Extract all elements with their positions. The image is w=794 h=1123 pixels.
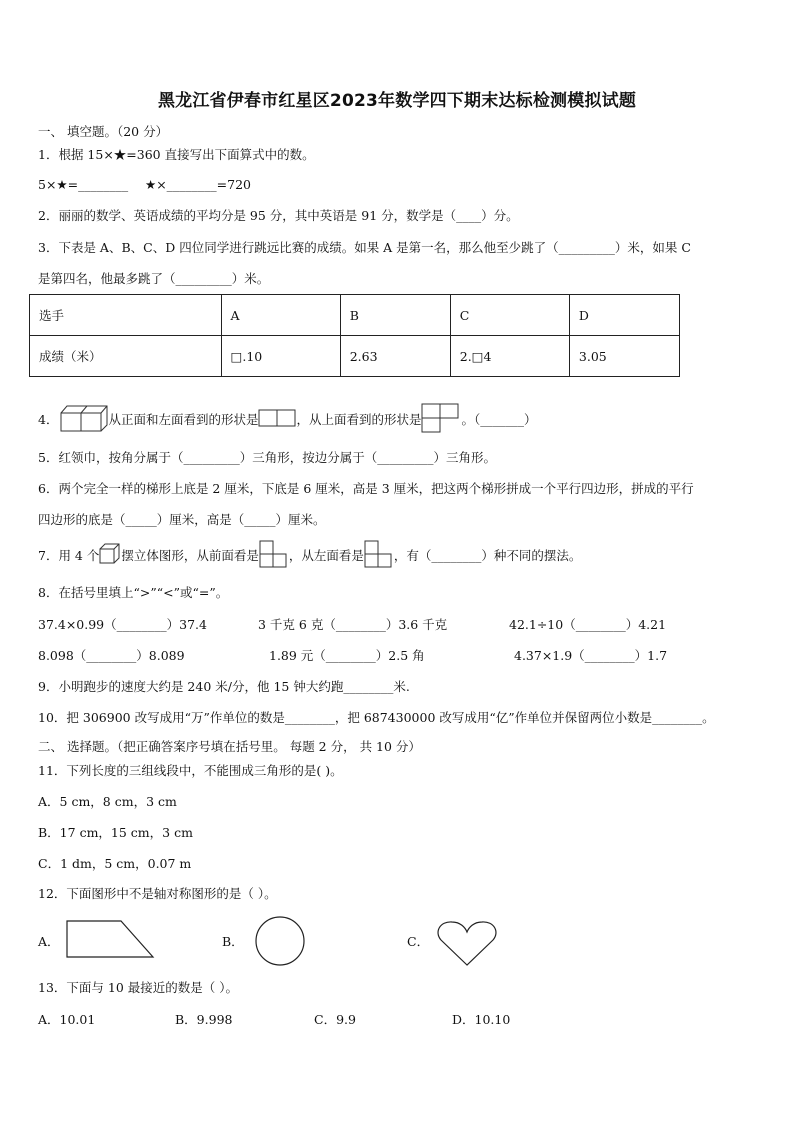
q1-blank-a: 5×★=________ xyxy=(38,177,129,192)
q7-row xyxy=(38,542,581,570)
q8-r2c1: 8.098（________）8.089 xyxy=(38,648,185,663)
left-view-icon xyxy=(364,540,394,572)
q13-option-a: A．10.01 xyxy=(38,1012,96,1027)
q11-option-a: A．5 cm，8 cm，3 cm xyxy=(38,794,177,809)
q3-line2: 是第四名，他最多跳了（_________）米。 xyxy=(38,271,270,286)
table-cell: 2.63 xyxy=(340,336,450,377)
q3-line1: 3．下表是 A、B、C、D 四位同学进行跳远比赛的成绩。如果 A 是第一名，那么他至少跳了（_________）米，如果 C xyxy=(38,240,691,255)
table-cell: B xyxy=(340,295,450,336)
q4-text-3: 。（_______） xyxy=(461,412,537,427)
q7-text-2: 摆立体图形，从前面看是 xyxy=(121,548,259,563)
table-cell: 2.□4 xyxy=(450,336,569,377)
table-cell: □.10 xyxy=(221,336,340,377)
cube-icon xyxy=(99,543,121,569)
q8-r1c1: 37.4×0.99（________）37.4 xyxy=(38,617,207,632)
q7-text-3: ，从左面看是 xyxy=(288,548,364,563)
table-cell: 3.05 xyxy=(569,336,679,377)
q12-label-c: C． xyxy=(407,934,430,949)
two-squares-icon xyxy=(258,408,296,432)
cube-pair-icon xyxy=(58,403,108,437)
q12-stem: 12．下面图形中不是轴对称图形的是（ ）。 xyxy=(38,886,277,901)
table-cell: C xyxy=(450,295,569,336)
table-row xyxy=(30,336,680,377)
q4-row xyxy=(38,405,537,435)
q11-option-b: B．17 cm，15 cm，3 cm xyxy=(38,825,193,840)
q12-label-a: A． xyxy=(38,934,60,949)
table-row xyxy=(30,295,680,336)
table-cell: 选手 xyxy=(30,295,222,336)
table-cell: A xyxy=(221,295,340,336)
q8-r1c3: 42.1÷10（________）4.21 xyxy=(509,617,667,632)
q11-stem: 11．下列长度的三组线段中，不能围成三角形的是( )。 xyxy=(38,763,343,778)
q8-r1c2: 3 千克 6 克（________）3.6 千克 xyxy=(258,617,448,632)
q8-r2c2: 1.89 元（________）2.5 角 xyxy=(269,648,425,663)
q6-line1: 6．两个完全一样的梯形上底是 2 厘米，下底是 6 厘米，高是 3 厘米，把这两个梯形拼成一个平行四边形，拼成的平行 xyxy=(38,481,694,496)
section-2-heading: 二、 选择题。（把正确答案序号填在括号里。 每题 2 分， 共 10 分） xyxy=(38,739,421,754)
q8-stem: 8．在括号里填上“>”“<”或“=”。 xyxy=(38,585,229,600)
q7-text-1: 7．用 4 个 xyxy=(38,548,100,563)
q13-option-c: C．9.9 xyxy=(314,1012,356,1027)
q10-text: 10．把 306900 改写成用“万”作单位的数是________，把 687430000 改写成用“亿”作单位并保留两位小数是________。 xyxy=(38,710,715,725)
q11-option-c: C．1 dm，5 cm，0.07 m xyxy=(38,856,192,871)
q4-text-1: 从正面和左面看到的形状是 xyxy=(108,412,259,427)
q13-option-b: B．9.998 xyxy=(175,1012,233,1027)
heart-shape xyxy=(436,919,498,971)
front-view-icon xyxy=(259,540,289,572)
q7-text-4: ，有（________）种不同的摆法。 xyxy=(393,548,582,563)
q13-option-d: D．10.10 xyxy=(452,1012,511,1027)
table-cell: 成绩（米） xyxy=(30,336,222,377)
q1-blank-b: ★×________=720 xyxy=(145,177,252,192)
q4-text-2: ，从上面看到的形状是 xyxy=(296,412,422,427)
circle-shape xyxy=(252,915,308,971)
q8-r2c3: 4.37×1.9（________）1.7 xyxy=(514,648,668,663)
q9-text: 9．小明跑步的速度大约是 240 米/分，他 15 钟大约跑________米. xyxy=(38,679,410,694)
l-squares-icon xyxy=(421,403,461,437)
scores-table xyxy=(29,294,680,377)
section-1-heading: 一、 填空题。（20 分） xyxy=(38,124,169,139)
q1-stem: 1．根据 15×★=360 直接写出下面算式中的数。 xyxy=(38,147,315,162)
q13-stem: 13．下面与 10 最接近的数是（ ）。 xyxy=(38,980,238,995)
q6-line2: 四边形的底是（_____）厘米，高是（_____）厘米。 xyxy=(38,512,326,527)
q2-text: 2．丽丽的数学、英语成绩的平均分是 95 分，其中英语是 91 分，数学是（____）分。 xyxy=(38,208,519,223)
q4-number: 4． xyxy=(38,412,59,427)
page-title: 黑龙江省伊春市红星区2023年数学四下期末达标检测模拟试题 xyxy=(157,91,637,111)
table-cell: D xyxy=(569,295,679,336)
trapezoid-shape xyxy=(64,918,156,964)
q5-text: 5．红领巾，按角分属于（_________）三角形，按边分属于（_________）三角形。 xyxy=(38,450,496,465)
q12-label-b: B． xyxy=(222,934,244,949)
